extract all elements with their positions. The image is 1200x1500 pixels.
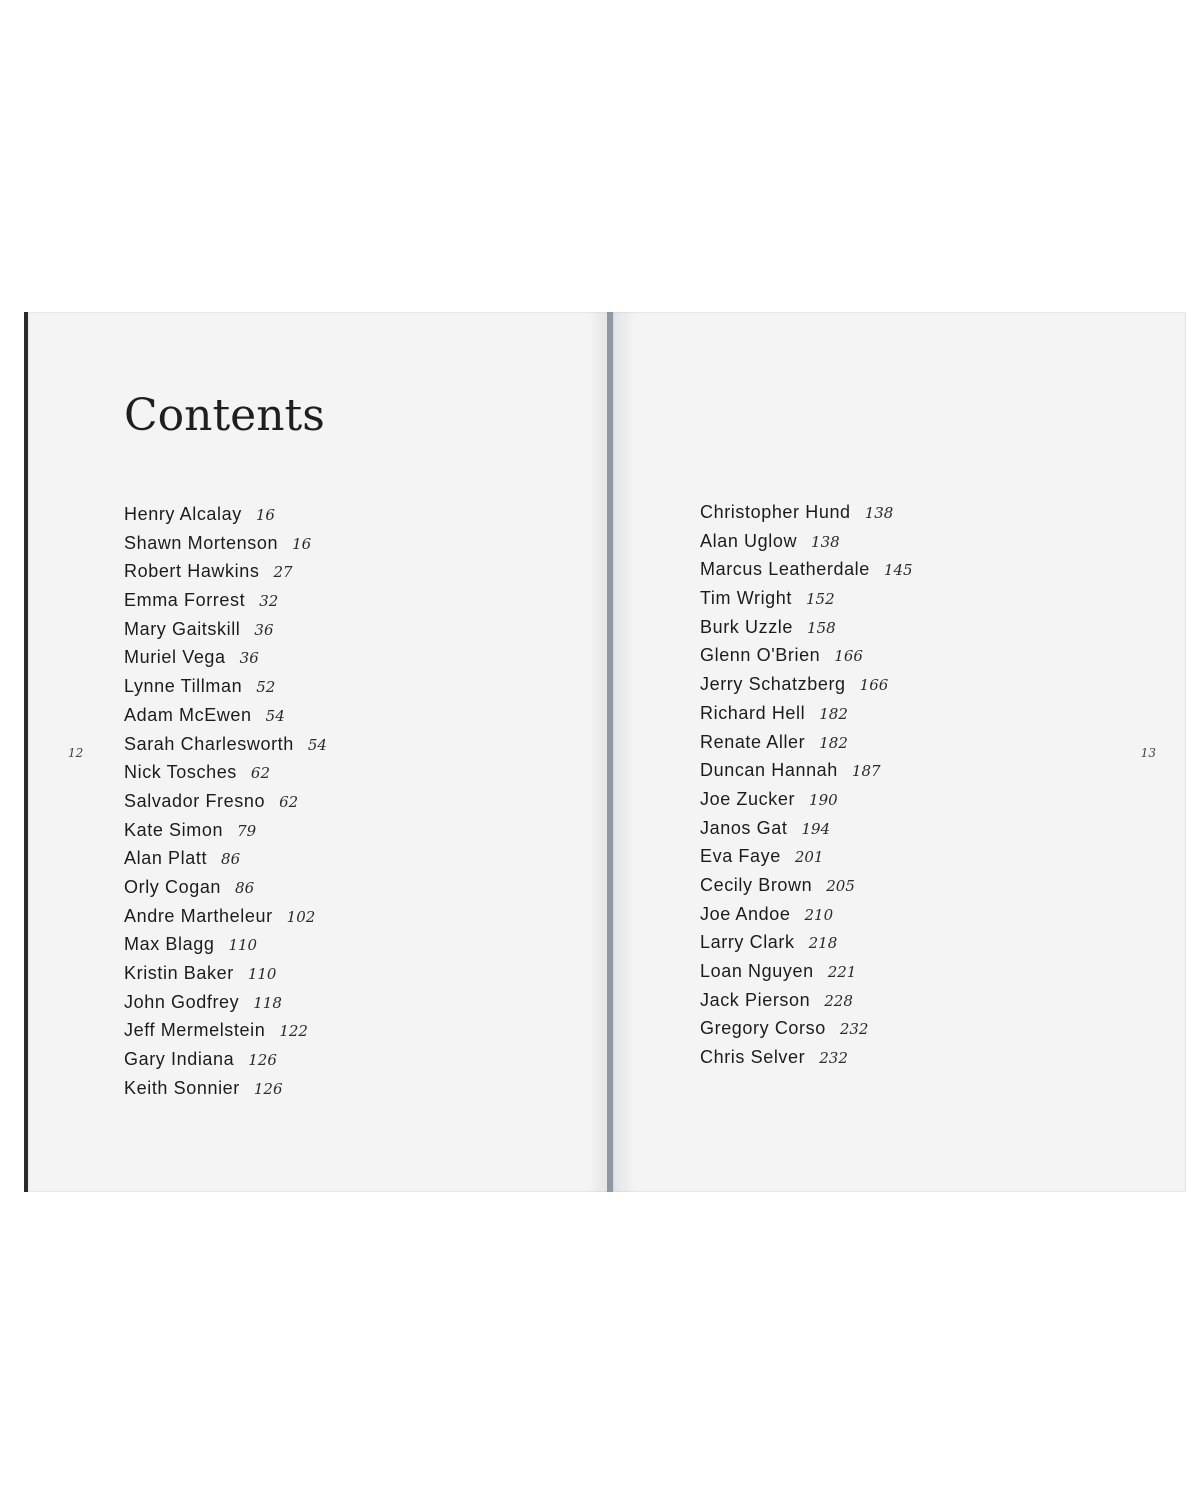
contributor-name: Duncan Hannah: [700, 760, 838, 781]
left-page: [24, 312, 611, 1192]
contents-entry: [124, 787, 327, 816]
entry-page-number: 54: [265, 706, 285, 725]
entry-page-number: 118: [253, 993, 282, 1012]
contributor-name: Orly Cogan: [124, 876, 222, 897]
contents-entry: [700, 555, 913, 584]
contents-entry: [124, 844, 327, 873]
contents-entry: [700, 699, 913, 728]
contributor-name: Richard Hell: [700, 702, 806, 723]
contributor-name: Cecily Brown: [700, 874, 813, 895]
entry-page-number: 54: [307, 735, 327, 754]
contents-entry: [700, 728, 913, 757]
entry-page-number: 152: [806, 590, 835, 609]
contributor-name: Janos Gat: [700, 817, 788, 838]
entry-page-number: 16: [292, 534, 312, 553]
contributor-name: Larry Clark: [700, 932, 795, 953]
contents-entry: [124, 959, 327, 988]
contents-entry: [124, 988, 327, 1017]
contributor-name: Alan Platt: [124, 848, 208, 869]
right-page: [613, 312, 1186, 1192]
contents-entry: [124, 930, 327, 959]
contents-entry: [124, 1016, 327, 1045]
contents-entry: [124, 529, 327, 558]
contents-entry: [700, 641, 913, 670]
entry-page-number: 158: [807, 618, 836, 637]
entry-page-number: 102: [286, 907, 316, 926]
contents-entry: [700, 928, 913, 957]
contributor-name: Kristin Baker: [124, 963, 234, 983]
entry-page-number: 79: [237, 821, 257, 840]
entry-page-number: 110: [228, 936, 258, 955]
entry-page-number: 86: [235, 878, 255, 897]
contributor-name: Adam McEwen: [124, 704, 252, 725]
contents-entry: [124, 672, 327, 701]
entry-page-number: 138: [864, 504, 894, 522]
contents-entry: [700, 527, 913, 556]
contents-entry: [700, 1043, 913, 1072]
contents-entry: [700, 785, 913, 814]
contents-entry: [124, 586, 327, 615]
contributor-name: Andre Martheleur: [124, 905, 273, 926]
contents-entry: [700, 670, 913, 699]
contributor-name: Shawn Mortenson: [124, 532, 279, 553]
contents-entry: [124, 873, 327, 902]
contents-entry: [124, 701, 327, 730]
contents-entry: [124, 1045, 327, 1074]
entry-page-number: 201: [794, 848, 824, 867]
contributor-name: Marcus Leatherdale: [700, 559, 870, 580]
contributor-name: Tim Wright: [700, 588, 793, 609]
entry-page-number: 52: [256, 678, 276, 697]
contributor-name: Burk Uzzle: [700, 616, 794, 637]
contributor-name: Nick Tosches: [124, 762, 237, 783]
page-number-right: 13: [1140, 746, 1156, 760]
entry-page-number: 122: [279, 1022, 308, 1041]
contents-entry: [124, 557, 327, 586]
contents-entry: [700, 613, 913, 642]
contributor-name: Gary Indiana: [124, 1049, 235, 1070]
contributor-name: Renate Aller: [700, 731, 806, 752]
contributor-name: Glenn O'Brien: [700, 645, 821, 666]
contributor-name: John Godfrey: [124, 991, 240, 1012]
entry-page-number: 232: [819, 1049, 848, 1068]
contents-entry: [700, 498, 913, 527]
contents-entry: [700, 1014, 913, 1043]
entry-page-number: 62: [279, 792, 299, 811]
entry-page-number: 32: [259, 592, 279, 611]
entry-page-number: 218: [808, 934, 838, 953]
contents-entry: [700, 900, 913, 929]
contributor-name: Emma Forrest: [124, 590, 246, 611]
open-book: [16, 312, 1186, 1192]
entry-page-number: 126: [253, 1079, 283, 1098]
contents-list-right: [700, 498, 913, 1072]
contributor-name: Lynne Tillman: [124, 676, 243, 697]
contributor-name: Loan Nguyen: [700, 961, 814, 981]
entry-page-number: 232: [839, 1020, 869, 1039]
contents-entry: [700, 842, 913, 871]
entry-page-number: 110: [247, 965, 277, 983]
contents-entry: [124, 643, 327, 672]
contributor-name: Kate Simon: [124, 819, 224, 840]
contributor-name: Salvador Fresno: [124, 790, 266, 811]
entry-page-number: 36: [254, 620, 274, 639]
entry-page-number: 36: [239, 649, 259, 668]
contents-entry: [124, 1074, 327, 1103]
contents-entry: [124, 816, 327, 845]
contents-entry: [124, 500, 327, 529]
entry-page-number: 187: [851, 762, 881, 781]
entry-page-number: 182: [819, 733, 848, 752]
contents-entry: [700, 957, 913, 986]
contents-entry: [124, 758, 327, 787]
contributor-name: Muriel Vega: [124, 647, 226, 668]
contributor-name: Chris Selver: [700, 1047, 806, 1068]
entry-page-number: 86: [221, 850, 241, 869]
entry-page-number: 145: [883, 561, 913, 580]
entry-page-number: 221: [827, 963, 857, 981]
contributor-name: Max Blagg: [124, 934, 215, 955]
entry-page-number: 16: [255, 506, 275, 524]
contents-entry: [124, 730, 327, 759]
contributor-name: Henry Alcalay: [124, 504, 242, 524]
contributor-name: Alan Uglow: [700, 530, 798, 551]
contributor-name: Eva Faye: [700, 846, 781, 867]
entry-page-number: 210: [804, 905, 834, 924]
entry-page-number: 62: [250, 764, 270, 783]
entry-page-number: 190: [809, 790, 838, 809]
contents-list-left: [124, 500, 327, 1102]
contributor-name: Jack Pierson: [700, 989, 811, 1010]
contents-entry: [700, 756, 913, 785]
contents-entry: [700, 584, 913, 613]
contributor-name: Mary Gaitskill: [124, 618, 241, 639]
entry-page-number: 166: [859, 676, 889, 695]
contributor-name: Jeff Mermelstein: [124, 1020, 266, 1041]
contributor-name: Jerry Schatzberg: [700, 674, 846, 695]
contributor-name: Sarah Charlesworth: [124, 733, 294, 754]
entry-page-number: 182: [819, 704, 848, 723]
entry-page-number: 27: [273, 563, 293, 582]
contributor-name: Keith Sonnier: [124, 1077, 240, 1098]
contents-entry: [124, 902, 327, 931]
page-number-left: 12: [68, 746, 84, 760]
contents-entry: [700, 871, 913, 900]
entry-page-number: 166: [834, 647, 863, 666]
page-title: Contents: [124, 390, 325, 441]
contents-entry: [700, 814, 913, 843]
entry-page-number: 205: [826, 876, 855, 895]
contents-entry: [700, 986, 913, 1015]
contributor-name: Robert Hawkins: [124, 561, 260, 582]
contents-entry: [124, 615, 327, 644]
contributor-name: Gregory Corso: [700, 1018, 826, 1039]
entry-page-number: 138: [811, 532, 840, 551]
contributor-name: Joe Andoe: [700, 903, 791, 924]
contributor-name: Christopher Hund: [700, 502, 851, 522]
contributor-name: Joe Zucker: [700, 788, 796, 809]
entry-page-number: 126: [248, 1051, 277, 1070]
entry-page-number: 228: [824, 991, 853, 1010]
entry-page-number: 194: [801, 819, 831, 838]
